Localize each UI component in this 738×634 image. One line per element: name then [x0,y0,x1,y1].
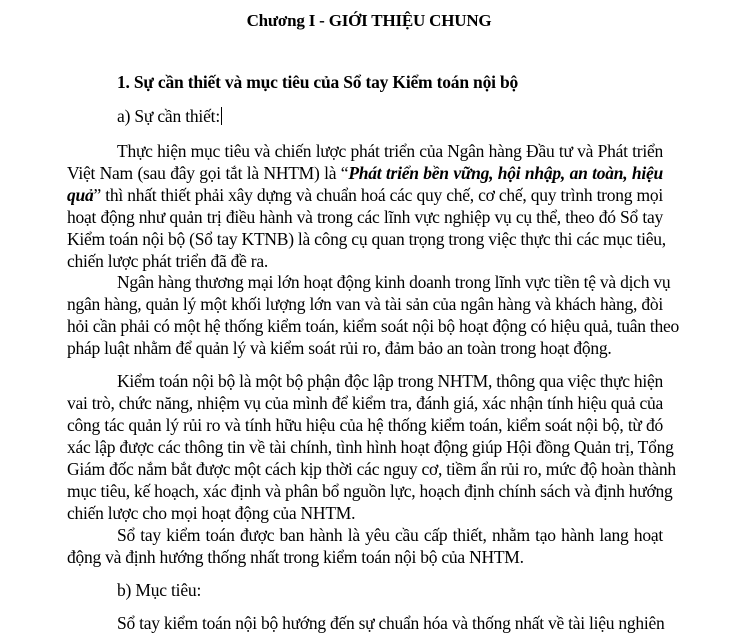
subsection-a-text: a) Sự cần thiết: [117,106,220,126]
paragraph-line: Kiểm toán nội bộ là một bộ phận độc lập trong NHTM, thông qua việc thực hiện [117,371,663,391]
paragraph-line: Sổ tay kiểm toán được ban hành là yêu cầu cấp thiết, nhằm tạo hành lang hoạt [117,525,663,545]
paragraph-line: mục tiêu, kế hoạch, xác định và phân bổ nguồn lực, hoạch định chính sách và định hướng [67,481,673,501]
paragraph-line: hỏi cần phải có một hệ thống kiểm toán, kiểm soát nội bộ hoạt động có hiệu quả, tuân theo [67,316,679,336]
paragraph-line: chiến lược phát triển đã đề ra. [67,251,268,271]
paragraph-objective-1 [67,612,663,634]
paragraph-line: chiến lược cho mọi hoạt động của NHTM. [67,503,356,523]
paragraph-line: công tác quản lý rủi ro và tính hữu hiệu của hệ thống kiểm toán, kiểm soát nội bộ, từ đó [67,415,663,435]
paragraph-line [67,162,663,184]
paragraph-line: xác lập được các thông tin về tài chính, tình hình hoạt động giúp Hội đồng Quản trị, Tổng [67,437,674,457]
paragraph-line: pháp luật nhằm để quản lý và kiểm soát rủi ro, đảm bảo an toàn trong hoạt động. [67,338,612,358]
subsection-a-label[interactable] [117,106,222,127]
subsection-b-label: b) Mục tiêu: [117,580,202,600]
text-run: ” thì nhất thiết phải xây dựng và chuẩn hoá các quy chế, cơ chế, quy trình trong mọi [93,185,663,205]
text-run: Việt Nam (sau đây gọi tắt là NHTM) là “ [67,163,349,183]
paragraph-line: hoạt động như quản trị điều hành và trong các lĩnh vực nghiệp vụ cụ thể, theo đó Sổ tay [67,207,663,227]
motto-emphasis-end: quả [67,185,94,205]
paragraph-line: Giám đốc nắm bắt được một cách kịp thời các nguy cơ, tiềm ẩn rủi ro, mức độ hoàn thành [67,459,676,479]
paragraph-line: vai trò, chức năng, nhiệm vụ của mình để kiểm tra, đánh giá, xác nhận tính hiệu quả của [67,393,663,413]
paragraph-line: Ngân hàng thương mại lớn hoạt động kinh doanh trong lĩnh vực tiền tệ và dịch vụ [117,272,671,292]
paragraph-line: Thực hiện mục tiêu và chiến lược phát triển của Ngân hàng Đầu tư và Phát triển [117,141,663,161]
paragraph-line [67,184,663,206]
paragraph-need-4 [67,524,663,568]
paragraph-line: ngân hàng, quản lý một khối lượng lớn van và tài sản của ngân hàng và khách hàng, đòi [67,294,663,314]
paragraph-line: Sổ tay kiểm toán nội bộ hướng đến sự chuẩn hóa và thống nhất về tài liệu nghiên [117,613,665,633]
text-cursor [221,107,222,125]
paragraph-line: Kiểm toán nội bộ (Sổ tay KTNB) là công cụ quan trọng trong việc thực thi các mục tiêu, [67,229,666,249]
paragraph-need-1 [67,140,666,272]
motto-emphasis: Phát triển bền vững, hội nhập, an toàn, hiệu [348,163,663,183]
chapter-title: Chương I - GIỚI THIỆU CHUNG [246,11,492,30]
paragraph-line: động và định hướng thống nhất trong kiểm toán nội bộ của NHTM. [67,547,524,567]
paragraph-need-3 [67,370,676,524]
section-heading: 1. Sự cần thiết và mục tiêu của Sổ tay Kiểm toán nội bộ [117,72,519,92]
paragraph-need-2 [67,271,679,359]
